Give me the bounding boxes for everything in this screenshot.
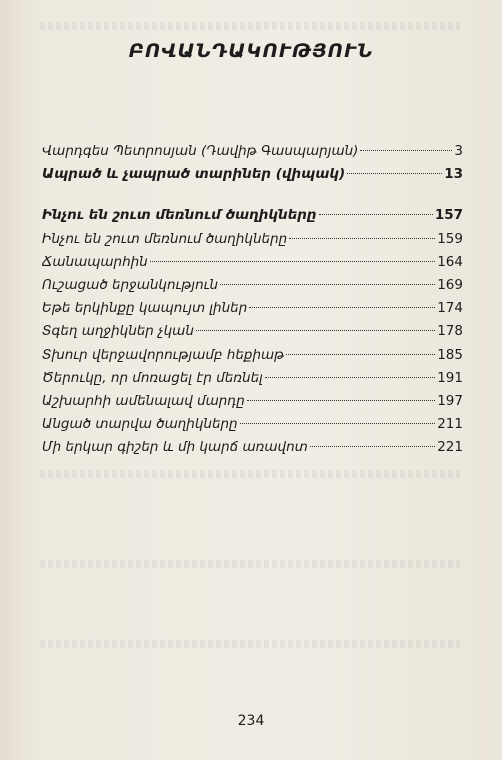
toc-dot-leader xyxy=(150,261,435,262)
toc-entry-page: 159 xyxy=(437,230,463,247)
toc-entry-title: Ճանապարհին xyxy=(42,253,148,270)
toc-section-group xyxy=(42,204,463,459)
toc-dot-leader xyxy=(360,150,452,151)
toc-entry xyxy=(42,390,463,413)
toc-entry xyxy=(42,320,463,343)
toc-entry-page: 169 xyxy=(437,276,463,293)
toc-entry-title: Անցած տարվա ծաղիկները xyxy=(42,416,238,433)
toc-dot-leader xyxy=(196,330,435,331)
toc-entry-page: 3 xyxy=(454,143,463,159)
toc-entry-title: Աշխարհի ամենալավ մարդը xyxy=(42,392,245,409)
bleed-through-text xyxy=(40,22,460,30)
toc-entry-title: Ինչու են շուտ մեռնում ծաղիկները xyxy=(42,207,317,224)
toc-dot-leader xyxy=(289,238,435,239)
toc-entry-title: Ուշացած երջանկություն xyxy=(42,276,219,293)
toc-entry xyxy=(42,251,463,274)
toc-dot-leader xyxy=(265,377,435,378)
toc-dot-leader xyxy=(247,400,435,401)
toc-entry-title: Մի երկար գիշեր և մի կարճ առավոտ xyxy=(42,439,308,456)
toc-entry-page: 174 xyxy=(437,300,463,317)
toc-entry-title: Ծերուկը, որ մոռացել էր մեռնել xyxy=(42,369,263,386)
bleed-through-text xyxy=(40,640,460,648)
toc-entry xyxy=(42,163,463,186)
toc-main-group xyxy=(42,140,463,186)
bleed-through-text xyxy=(40,470,460,478)
toc-entry xyxy=(42,436,463,459)
toc-entry-page: 164 xyxy=(437,253,463,270)
toc-entry-page: 191 xyxy=(437,369,463,386)
toc-entry-page: 13 xyxy=(444,166,463,183)
toc-entry-title: Տգեղ աղջիկներ չկան xyxy=(42,323,194,340)
toc-dot-leader xyxy=(240,423,436,424)
bleed-through-text xyxy=(40,560,460,568)
page-number: 234 xyxy=(237,713,265,729)
toc-entry xyxy=(42,367,463,390)
toc-entry xyxy=(42,140,463,163)
toc-entry-title: Վարդգես Պետրոսյան (Դավիթ Գասպարյան) xyxy=(42,143,359,159)
toc-dot-leader xyxy=(319,214,433,215)
toc-entry xyxy=(42,274,463,297)
toc-entry-title: Ինչու են շուտ մեռնում ծաղիկները xyxy=(42,230,288,247)
toc-dot-leader xyxy=(347,173,442,174)
toc-entry-page: 211 xyxy=(437,416,463,433)
section-gap xyxy=(42,186,463,204)
toc-entry xyxy=(42,344,463,367)
toc-entry-title: Տխուր վերջավորությամբ հեքիաթ xyxy=(42,346,285,363)
toc-entry-title: Ապրած և չապրած տարիներ (վիպակ) xyxy=(42,166,346,183)
toc-entry-page: 185 xyxy=(437,346,463,363)
toc-entry xyxy=(42,228,463,251)
toc-entry-page: 221 xyxy=(437,439,463,456)
toc-entry xyxy=(42,413,463,436)
table-of-contents xyxy=(42,140,463,459)
toc-entry-page: 157 xyxy=(434,207,463,224)
toc-dot-leader xyxy=(249,307,435,308)
toc-entry xyxy=(42,297,463,320)
toc-entry xyxy=(42,204,463,227)
toc-dot-leader xyxy=(286,354,435,355)
toc-dot-leader xyxy=(220,284,435,285)
toc-entry-title: Եթե երկինքը կապույտ լիներ xyxy=(42,300,248,317)
toc-dot-leader xyxy=(310,446,435,447)
toc-entry-page: 178 xyxy=(437,323,463,340)
page-title: ԲՈՎԱՆԴԱԿՈՒԹՅՈՒՆ xyxy=(128,40,374,62)
toc-entry-page: 197 xyxy=(437,392,463,409)
